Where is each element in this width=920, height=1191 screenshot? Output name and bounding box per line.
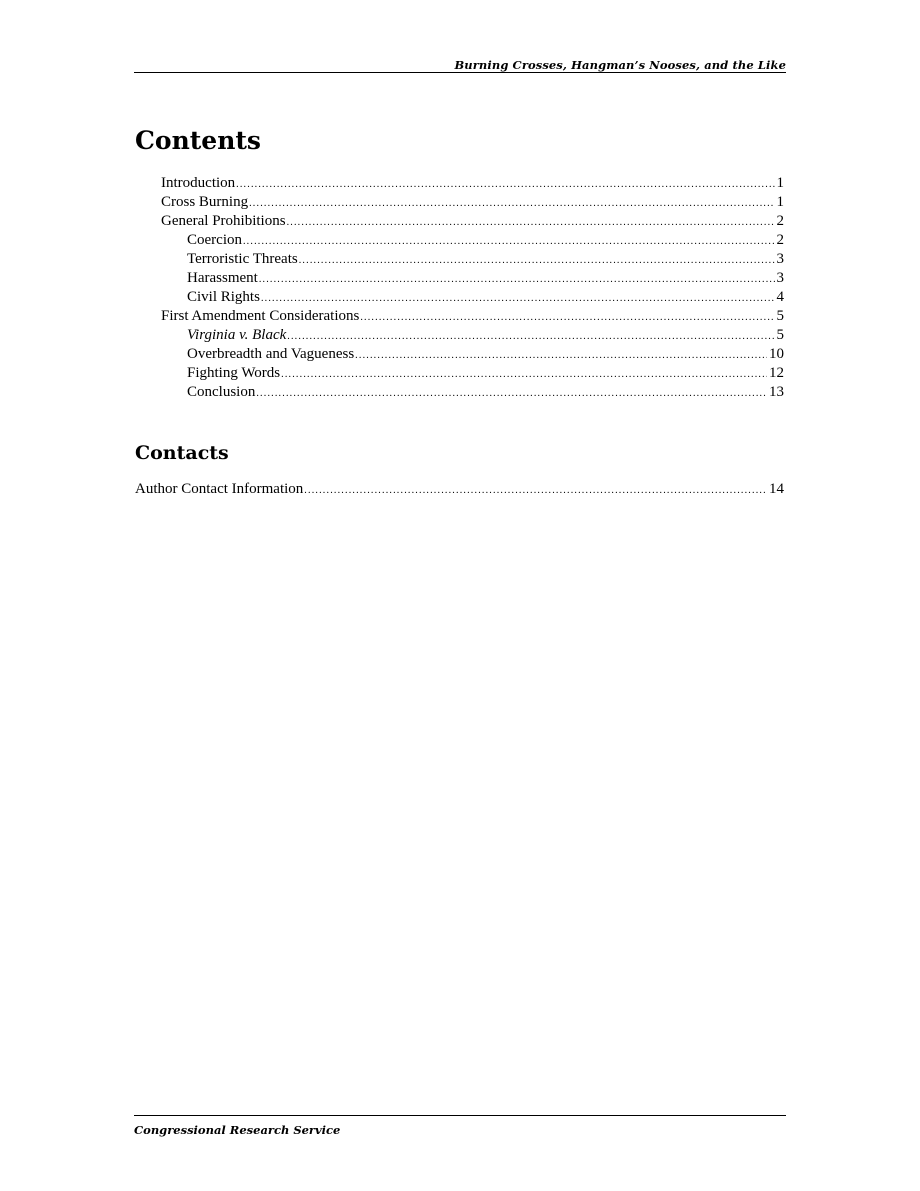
dot-leader xyxy=(259,270,775,289)
dot-leader xyxy=(261,289,775,308)
toc-entry-title: Civil Rights xyxy=(187,289,260,305)
toc-entry-title: General Prohibitions xyxy=(161,213,286,229)
dot-leader xyxy=(236,175,774,194)
running-header-title: Burning Crosses, Hangman’s Nooses, and the Like xyxy=(454,58,786,72)
toc-entry-title: First Amendment Considerations xyxy=(161,308,360,324)
contents-heading: Contents xyxy=(135,126,262,155)
dot-leader xyxy=(355,346,767,365)
toc-entry-title: Introduction xyxy=(161,175,236,191)
toc-entry-title: Author Contact Information xyxy=(135,481,304,497)
toc-entry-page: 1 xyxy=(776,175,784,191)
dot-leader xyxy=(287,327,774,346)
toc-entry-title: Coercion xyxy=(187,232,242,248)
dot-leader xyxy=(249,194,774,213)
toc-entry-title: Virginia v. Black xyxy=(187,327,287,343)
toc-entry-page: 1 xyxy=(776,194,784,210)
toc-entry-coercion[interactable] xyxy=(161,231,784,250)
table-of-contents xyxy=(161,174,784,402)
toc-entry-title: Fighting Words xyxy=(187,365,281,381)
toc-entry-title: Cross Burning xyxy=(161,194,249,210)
dot-leader xyxy=(281,365,767,384)
dot-leader xyxy=(360,308,774,327)
dot-leader xyxy=(304,481,767,500)
toc-entry-page: 4 xyxy=(776,289,784,305)
dot-leader xyxy=(287,213,775,232)
toc-entry-civil-rights[interactable] xyxy=(161,288,784,307)
toc-entry-conclusion[interactable] xyxy=(161,383,784,402)
toc-entry-page: 14 xyxy=(769,481,784,497)
toc-entry-page: 5 xyxy=(776,308,784,324)
toc-entry-cross-burning[interactable] xyxy=(161,193,784,212)
dot-leader xyxy=(243,232,775,251)
toc-entry-page: 3 xyxy=(776,270,784,286)
toc-entry-title: Conclusion xyxy=(187,384,256,400)
toc-entry-title: Terroristic Threats xyxy=(187,251,298,267)
toc-entry-overbreadth-and-vagueness[interactable] xyxy=(161,345,784,364)
toc-entry-page: 2 xyxy=(776,213,784,229)
toc-entry-terroristic-threats[interactable] xyxy=(161,250,784,269)
contacts-heading: Contacts xyxy=(135,442,229,464)
toc-entry-page: 13 xyxy=(769,384,784,400)
toc-entry-page: 10 xyxy=(769,346,784,362)
toc-entry-harassment[interactable] xyxy=(161,269,784,288)
contacts-list xyxy=(135,480,784,499)
toc-entry-title: Harassment xyxy=(187,270,258,286)
toc-entry-page: 2 xyxy=(776,232,784,248)
toc-entry-page: 12 xyxy=(769,365,784,381)
dot-leader xyxy=(299,251,775,270)
toc-entry-fighting-words[interactable] xyxy=(161,364,784,383)
toc-entry-introduction[interactable] xyxy=(161,174,784,193)
toc-entry-virginia-v-black[interactable] xyxy=(161,326,784,345)
toc-entry-general-prohibitions[interactable] xyxy=(161,212,784,231)
toc-entry-first-amendment-considerations[interactable] xyxy=(161,307,784,326)
running-header xyxy=(134,56,786,73)
toc-entry-author-contact-information[interactable] xyxy=(135,480,784,499)
toc-entry-page: 5 xyxy=(776,327,784,343)
dot-leader xyxy=(256,384,767,403)
toc-entry-page: 3 xyxy=(776,251,784,267)
toc-entry-title: Overbreadth and Vagueness xyxy=(187,346,355,362)
running-footer-text: Congressional Research Service xyxy=(134,1123,341,1137)
running-footer xyxy=(134,1115,786,1139)
